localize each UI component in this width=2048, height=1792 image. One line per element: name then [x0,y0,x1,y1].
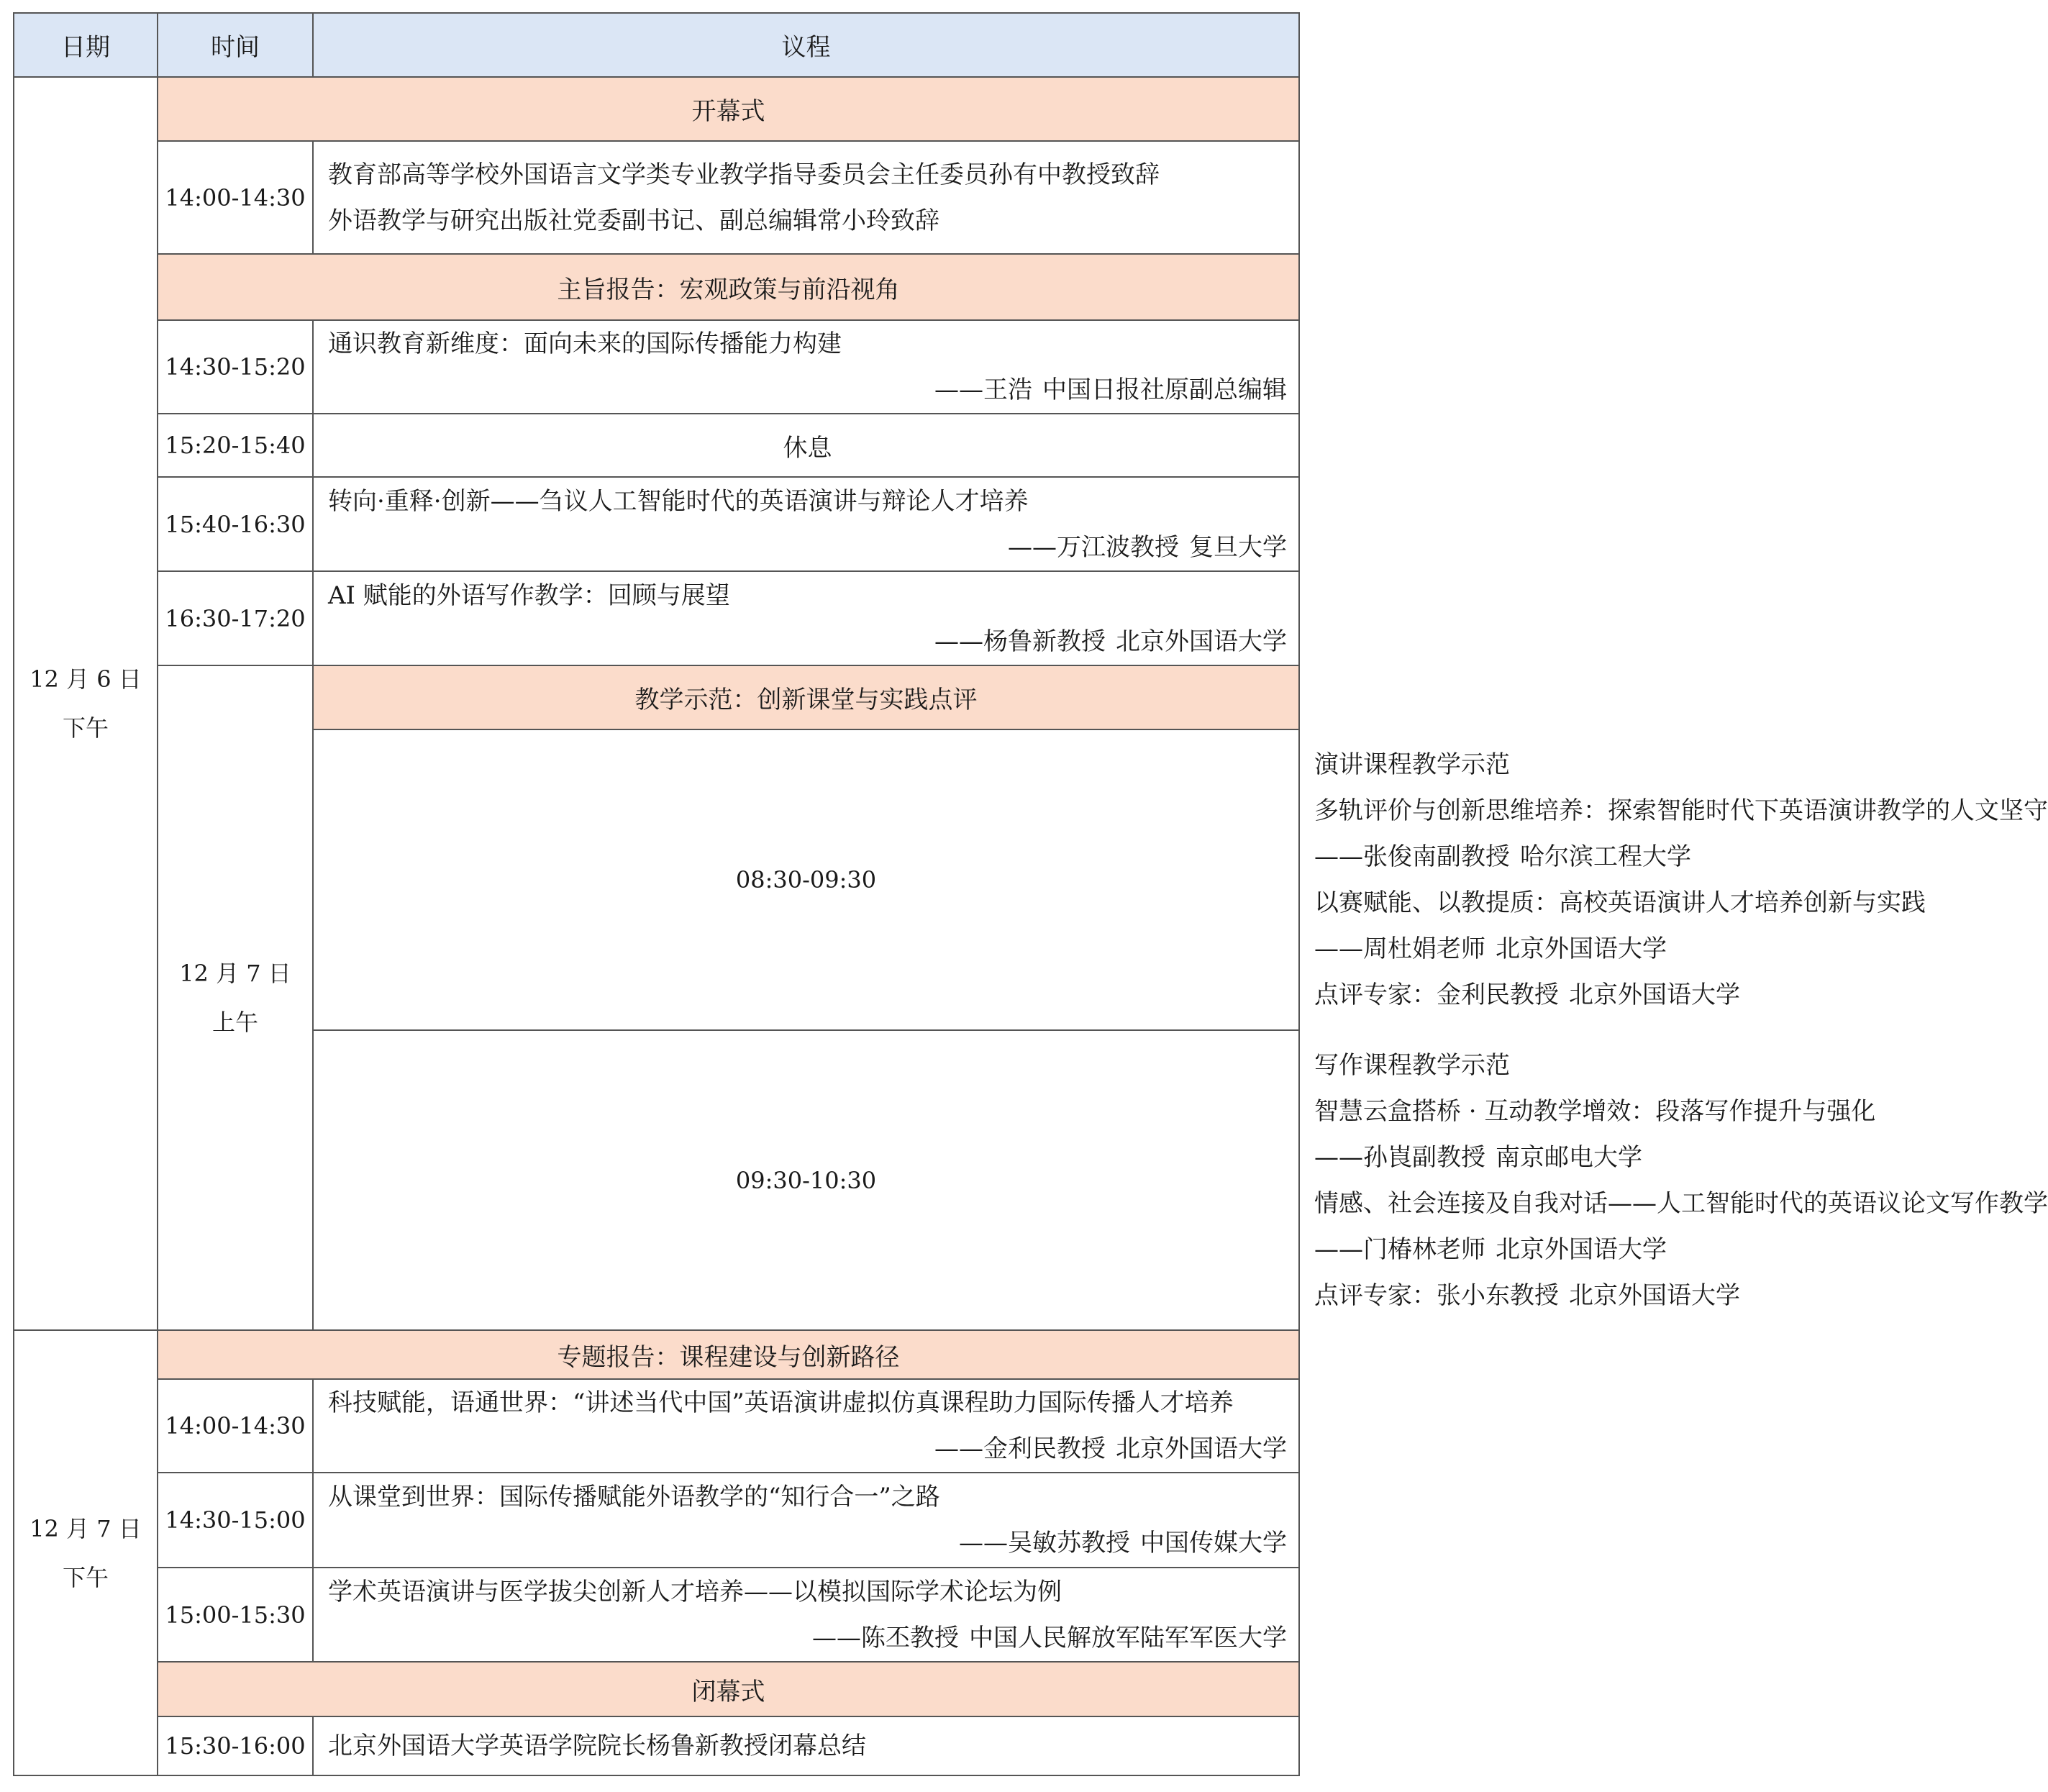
header-agenda: 议程 [313,13,1299,77]
time-cell: 14:00-14:30 [158,141,313,254]
agenda-row [14,571,1299,665]
speaker-name: ——张俊南副教授 [1314,842,1510,871]
time-cell: 08:30-09:30 [313,729,1299,1030]
agenda-row [14,414,1299,477]
talk-title: 从课堂到世界：国际传播赋能外语教学的“知行合一”之路 [328,1483,940,1511]
content-cell [313,571,1299,665]
agenda-row [14,1716,1299,1775]
talk-title: 学术英语演讲与医学拔尖创新人才培养——以模拟国际学术论坛为例 [328,1577,1062,1606]
talk-title: 转向·重释·创新——刍议人工智能时代的英语演讲与辩论人才培养 [328,486,1029,516]
agenda-row [14,1568,1299,1662]
section-row [14,665,1299,729]
date-cell-day1 [14,77,158,1330]
agenda-row [14,1379,1299,1473]
content-cell [313,320,1299,414]
speaker-affiliation: 中国传媒大学 [1140,1529,1287,1557]
section-row [14,1330,1299,1379]
agenda-row [14,477,1299,571]
agenda-row [14,141,1299,254]
speaker-affiliation: 北京外国语大学 [1116,1434,1287,1463]
time-cell: 15:30-16:00 [158,1716,313,1775]
header-row [14,13,1299,77]
talk-title: AI 赋能的外语写作教学：回顾与展望 [328,581,730,610]
speaker-line [1314,1134,1642,1181]
speaker-name: ——金利民教授 [934,1434,1106,1463]
date-line: 12 月 7 日 [29,1514,142,1542]
section-title-keynote: 主旨报告：宏观政策与前沿视角 [158,254,1299,320]
speaker-affiliation: 北京外国语大学 [1496,1234,1667,1264]
speaker-name: ——孙崀副教授 [1314,1142,1485,1172]
time-cell: 15:20-15:40 [158,414,313,477]
speaker-name: ——陈丕教授 [812,1623,959,1652]
talk-title: 北京外国语大学英语学院院长杨鲁新教授闭幕总结 [328,1732,866,1760]
speaker-name: ——万江波教授 [1008,532,1179,562]
speaker-affiliation: 复旦大学 [1189,532,1287,562]
agenda-row [14,320,1299,414]
speaker-affiliation: 中国人民解放军陆军军医大学 [969,1623,1287,1652]
speaker-name: ——杨鲁新教授 [934,627,1106,656]
speech-line: 教育部高等学校外国语言文学类专业教学指导委员会主任委员孙有中教授致辞 [328,160,1160,189]
agenda-row [14,1473,1299,1568]
agenda-row: 09:30-10:30 写作课程教学示范 智慧云盒搭桥 · 互动教学增效：段落写作提升与强化 ——孙崀副教授 南京邮电大学 情感、社会连接及自我对话——人工智能时代的英语议论文写作教学 ——门椿林老师 北京外国语大学 点评专家：张小东教授 北京外国语大学 [14,1030,1299,1330]
speaker-line [1314,926,1667,972]
reviewer-affiliation: 北京外国语大学 [1569,981,1740,1009]
talk-title: 科技赋能，语通世界：“讲述当代中国”英语演讲虚拟仿真课程助力国际传播人才培养 [328,1388,1234,1417]
break-cell: 休息 [313,414,1299,477]
content-cell [313,1716,1299,1775]
speaker-line [328,524,1287,570]
speaker-affiliation: 中国日报社原副总编辑 [1042,376,1287,404]
time-cell: 09:30-10:30 [313,1030,1299,1330]
date-line: 12 月 6 日 [29,665,142,693]
content-cell [313,1379,1299,1473]
speaker-line [328,1615,1287,1661]
header-time: 时间 [158,13,313,77]
time-cell: 14:30-15:00 [158,1473,313,1568]
speaker-affiliation: 北京外国语大学 [1116,627,1287,656]
date-line: 12 月 7 日 [179,960,291,987]
content-cell [313,477,1299,571]
content-cell [313,141,1299,254]
date-period: 下午 [62,1563,109,1591]
speech-line: 外语教学与研究出版社党委副书记、副总编辑常小玲致辞 [328,206,939,235]
time-cell: 14:00-14:30 [158,1379,313,1473]
speaker-name: ——周杜娟老师 [1314,934,1485,963]
date-period: 下午 [62,714,109,742]
reviewer-name: 点评专家：金利民教授 [1314,981,1559,1009]
section-row [14,254,1299,320]
section-row [14,77,1299,141]
date-cell-day2pm [14,1330,158,1775]
section-row [14,1662,1299,1716]
date-period: 上午 [211,1009,258,1036]
section-title-opening: 开幕式 [158,77,1299,141]
content-cell [313,1473,1299,1568]
speaker-name: ——门椿林老师 [1314,1234,1485,1264]
reviewer-name: 点评专家：张小东教授 [1314,1281,1559,1310]
section-title-topic: 专题报告：课程建设与创新路径 [158,1330,1299,1379]
section-title-demo: 教学示范：创新课堂与实践点评 [313,665,1299,729]
talk-title: 通识教育新维度：面向未来的国际传播能力构建 [328,329,842,358]
time-cell: 15:00-15:30 [158,1568,313,1662]
header-date: 日期 [14,13,158,77]
speaker-line [328,1520,1287,1566]
speaker-name: ——王浩 [934,376,1032,404]
time-cell: 16:30-17:20 [158,571,313,665]
time-cell: 15:40-16:30 [158,477,313,571]
reviewer-affiliation: 北京外国语大学 [1569,1281,1740,1310]
speaker-line [328,367,1287,413]
section-title-closing: 闭幕式 [158,1662,1299,1716]
time-cell: 14:30-15:20 [158,320,313,414]
speaker-line [1314,1227,1667,1273]
content-cell [313,1568,1299,1662]
speaker-name: ——吴敏苏教授 [959,1529,1130,1557]
speaker-line [328,1426,1287,1472]
agenda-row: 08:30-09:30 演讲课程教学示范 多轨评价与创新思维培养：探索智能时代下英语演讲教学的人文坚守 ——张俊南副教授 哈尔滨工程大学 以赛赋能、以教提质：高校英语演讲人才培养创新与实践 ——周杜娟老师 北京外国语大学 点评专家：金利民教授 北京外国语大学 [14,729,1299,1030]
speaker-line [328,619,1287,665]
date-cell-day2am [158,665,313,1330]
speaker-line [1314,834,1691,880]
agenda-table [13,12,2048,1776]
speaker-affiliation: 北京外国语大学 [1496,934,1667,963]
speaker-affiliation: 南京邮电大学 [1496,1142,1642,1172]
speaker-affiliation: 哈尔滨工程大学 [1520,842,1691,871]
